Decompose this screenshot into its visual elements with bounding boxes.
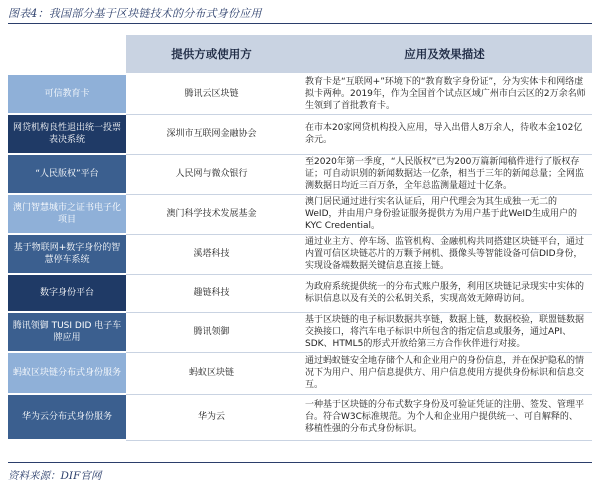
row-description: 基于区块链的电子标识数据共享链，数据上链，数据校验，联盟链数据交换接口，将汽车电子标识中所包含的指定信息或服务，通过API、SDK、HTML5的形式开放给第三方合作伙伴进行对接。: [297, 312, 592, 352]
table-row: [8, 154, 592, 194]
row-description: 至2020年第一季度，“人民版权”已为200万篇新闻稿件进行了版权存证；可自动识别的新闻数据达一亿条，相当于三年的新闻总量；全网监测数据日均近三百万条，全年总监测量超过十亿条。: [297, 154, 592, 194]
table-row: [8, 352, 592, 394]
row-name: 华为云分布式身份服务: [8, 394, 126, 440]
row-name: 腾讯领御 TUSI DID 电子车牌应用: [8, 312, 126, 352]
table-row: [8, 274, 592, 312]
table-row: [8, 114, 592, 154]
row-name: 数字身份平台: [8, 274, 126, 312]
table-row: [8, 74, 592, 114]
source-note: 资料来源：DIF官网: [8, 470, 102, 482]
row-provider: 腾讯云区块链: [126, 74, 297, 114]
figure-caption: 图表4：我国部分基于区块链技术的分布式身份应用: [8, 7, 262, 20]
top-rule: [8, 23, 592, 24]
row-description: 为政府系统提供统一的分布式账户服务，利用区块链记录现实中实体的标识信息以及有关的公私钥关系，实现高效无障碍访问。: [297, 274, 592, 312]
row-description: 一种基于区块链的分布式数字身份及可验证凭证的注册、签发、管理平台。符合W3C标准规范。为个人和企业用户提供统一、可自解释的、移植性强的分布式身份标识。: [297, 394, 592, 440]
row-name: 网贷机构良性退出统一投票表决系统: [8, 114, 126, 154]
row-description: 教育卡是“互联网+”环境下的“教育数字身份证”，分为实体卡和网络虚拟卡两种。2019年，作为全国首个试点区域广州市白云区的2万余名师生领到了首批教育卡。: [297, 74, 592, 114]
row-provider: 溪塔科技: [126, 234, 297, 274]
row-provider: 蚂蚁区块链: [126, 352, 297, 394]
row-name: “人民版权”平台: [8, 154, 126, 194]
row-provider: 趣链科技: [126, 274, 297, 312]
row-description: 通过业主方、停车场、监管机构、金融机构共同搭建区块链平台，通过内置可信区块链芯片的万颗予闸机、摄像头等智能设备可信DID身份，实现设备端数据关键信息直接上链。: [297, 234, 592, 274]
row-description: 在市本20家网贷机构投入应用，导入出借人8万余人，待收本金102亿余元。: [297, 114, 592, 154]
header-provider: 提供方或使用方: [126, 35, 297, 74]
table-row: [8, 312, 592, 352]
row-provider: 人民网与微众银行: [126, 154, 297, 194]
row-description: 通过蚂蚁链安全地存储个人和企业用户的身份信息，并在保护隐私的情况下为用户、用户信息提供方、用户信息使用方提供身份标识和信息交互。: [297, 352, 592, 394]
table-header-row: [8, 35, 592, 74]
row-provider: 澳门科学技术发展基金: [126, 194, 297, 234]
application-table: [8, 35, 592, 441]
row-description: 澳门居民通过进行实名认证后，用户代理会为其生成独一无二的WeID，并由用户身份验证服务提供方为用户基于此WeID生成用户的KYC Credential。: [297, 194, 592, 234]
row-name: 可信教育卡: [8, 74, 126, 114]
table-row: [8, 394, 592, 440]
table-row: [8, 234, 592, 274]
header-application: 应用及效果描述: [297, 35, 592, 74]
row-provider: 华为云: [126, 394, 297, 440]
row-name: 基于物联网+数字身份的智慧停车系统: [8, 234, 126, 274]
row-name: 蚂蚁区块链分布式身份服务: [8, 352, 126, 394]
header-blank-cell: [8, 35, 126, 74]
row-provider: 腾讯领御: [126, 312, 297, 352]
bottom-rule: [8, 462, 592, 463]
row-provider: 深圳市互联网金融协会: [126, 114, 297, 154]
table-row: [8, 194, 592, 234]
row-name: 澳门智慧城市之证书电子化项目: [8, 194, 126, 234]
